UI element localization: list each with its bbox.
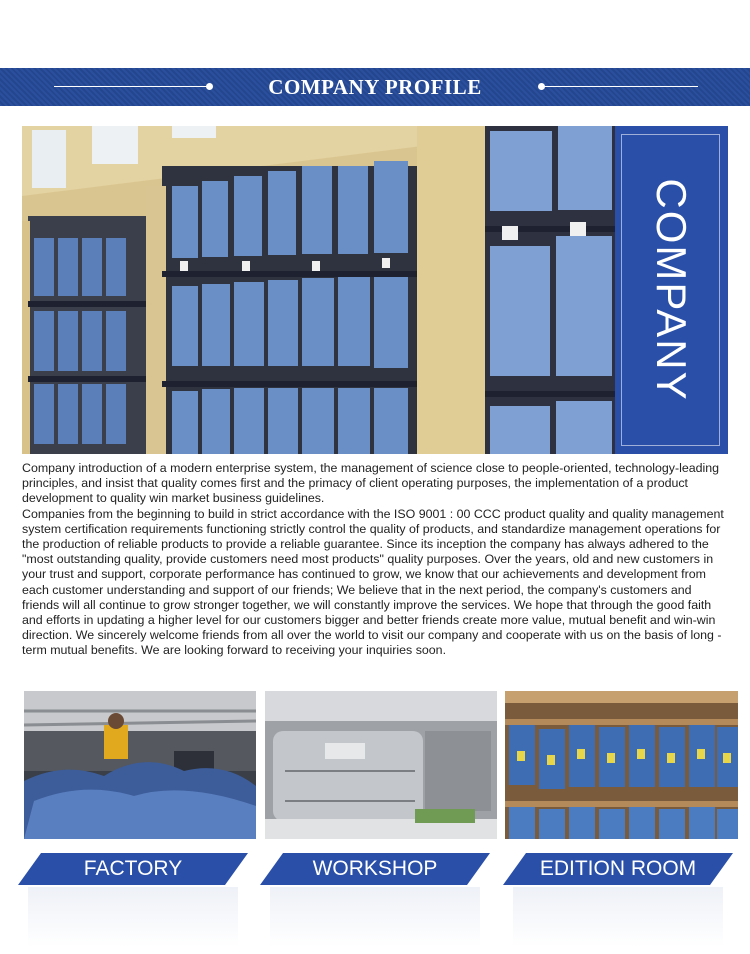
edition-room-label bbox=[503, 853, 733, 885]
section-banner bbox=[0, 68, 750, 106]
workshop-photo bbox=[265, 691, 497, 839]
banner-divider-right bbox=[542, 86, 698, 87]
factory-photo bbox=[24, 691, 256, 839]
edition-room-label-text: EDITION ROOM bbox=[539, 857, 697, 880]
workshop-label bbox=[260, 853, 490, 885]
intro-paragraph-2: Companies from the beginning to build in strict accordance with the ISO 9001 : 00 CCC product quality and quality management system certification requirements functioning strictly control the quality of products, and standardize management operations for the production of reliable products to provide a reliable guarantee. Since its inception the company has always adhered to the "most outstanding quality, provide customers need most products" quality purposes. Over the years, old and new customers in your trust and support, corporate performance has continued to grow, we know that our achievements and development from each customer understanding and support of our friends; We believe that in the next period, the company's customers and friends will all continue to grow stronger together, we will constantly improve the services. We hope that through the good faith and efforts in updating a higher level for our customers bigger and better friends create more value, mutual benefit and win-win direction. We sincerely welcome friends from all over the world to visit our company and cooperate with us on the basis of long - term mutual benefits. We are looking forward to receiving your inquiries soon. bbox=[22, 506, 724, 658]
banner-divider-left bbox=[54, 86, 210, 87]
section-title: COMPANY PROFILE bbox=[268, 75, 482, 99]
banner-dot-left bbox=[206, 83, 213, 90]
label-shadow bbox=[270, 887, 480, 947]
company-vertical-text: COMPANY bbox=[648, 178, 695, 402]
workshop-label-text: WORKSHOP bbox=[312, 857, 438, 880]
label-shadow bbox=[513, 887, 723, 947]
label-shadow bbox=[28, 887, 238, 947]
company-side-panel bbox=[615, 126, 728, 454]
factory-label-text: FACTORY bbox=[83, 857, 183, 880]
intro-paragraph-1: Company introduction of a modern enterprise system, the management of science close to people-oriented, technology-leading principles, and insist that quality comes first and the primacy of client operating purposes, the implementation of a product development to quality win market business guidelines. bbox=[22, 461, 720, 506]
edition-room-photo bbox=[505, 691, 738, 839]
factory-label bbox=[18, 853, 248, 885]
company-introduction bbox=[22, 461, 728, 659]
